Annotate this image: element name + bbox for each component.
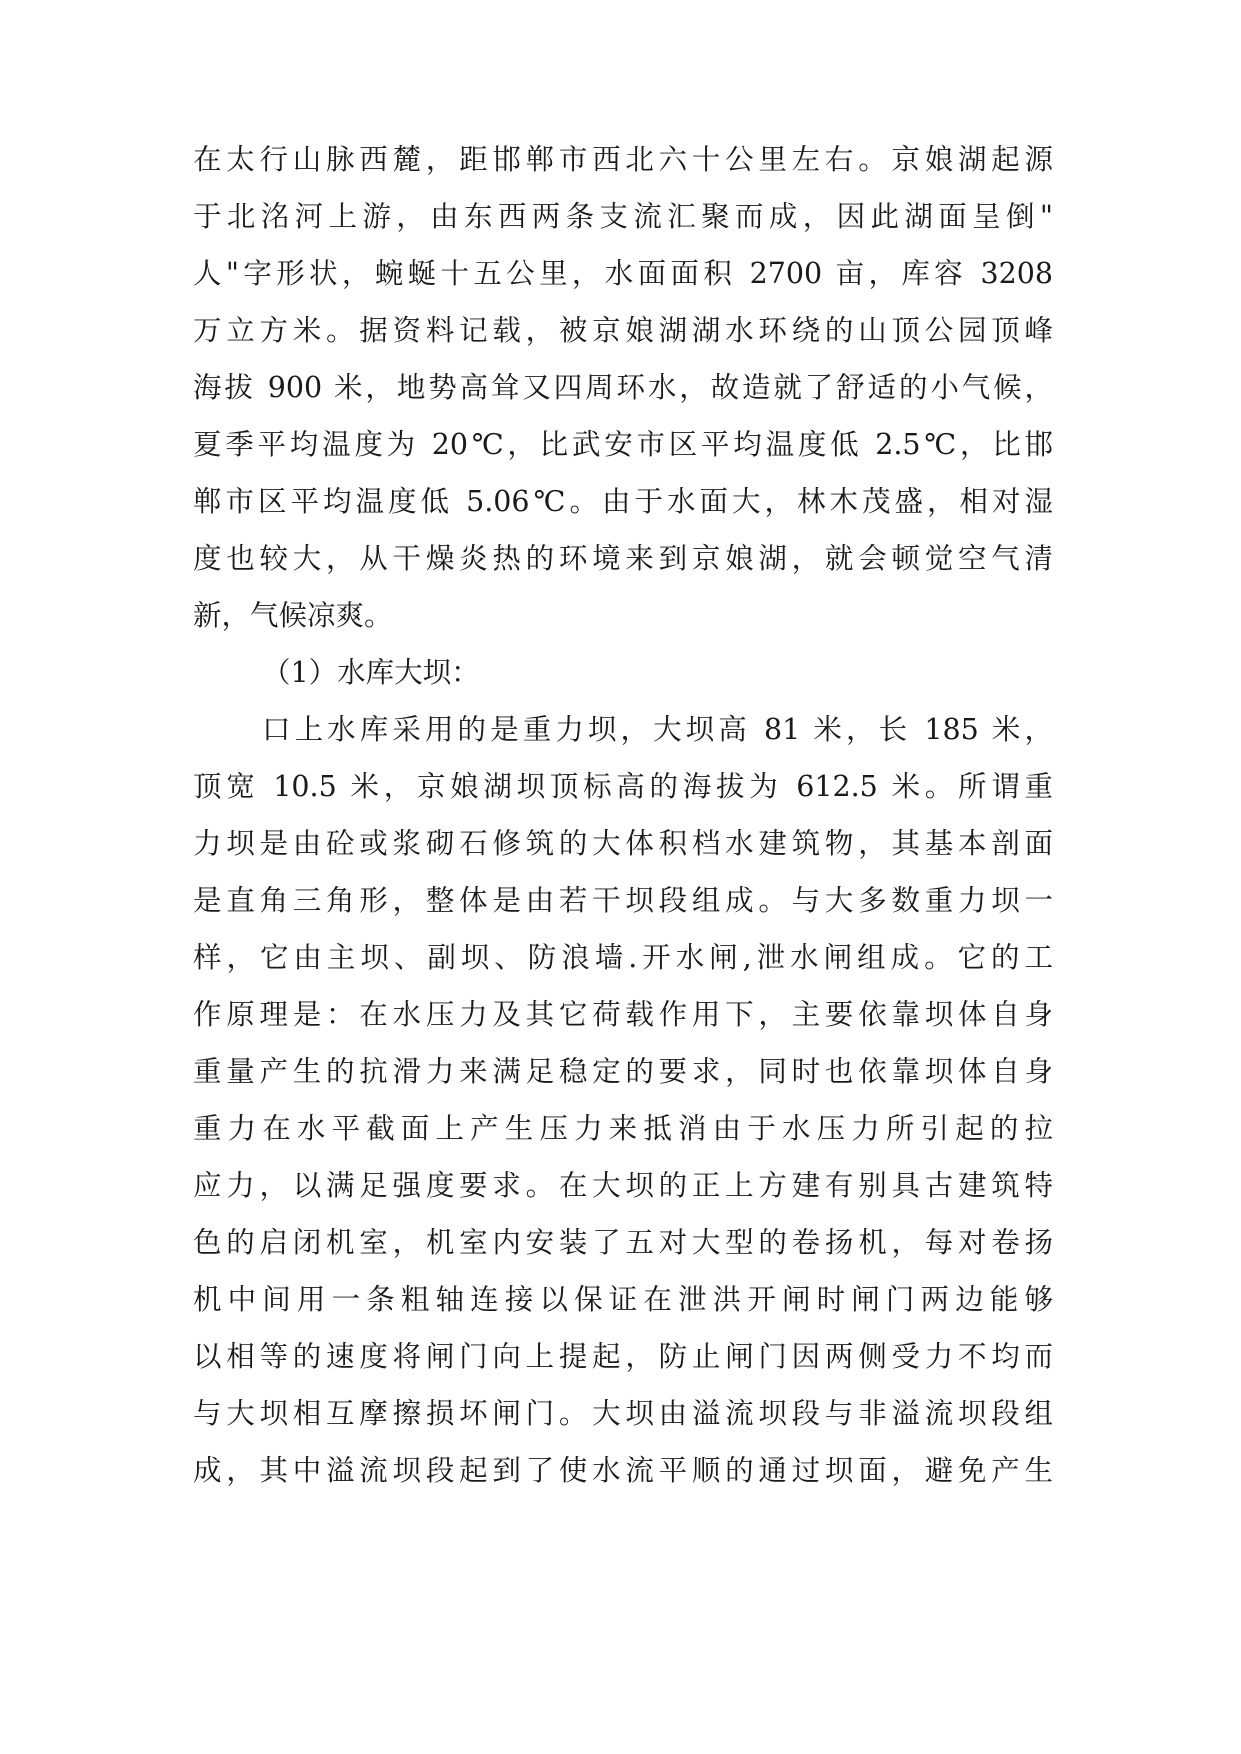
text-line: 力坝是由砼或浆砌石修筑的大体积档水建筑物，其基本剖面 [193,827,1053,860]
text-line: 万立方米。据资料记载，被京娘湖湖水环绕的山顶公园顶峰 [193,314,1053,347]
text-line: 于北洺河上游，由东西两条支流汇聚而成，因此湖面呈倒" [193,200,1053,233]
section-heading: （1）水库大坝： [262,656,480,689]
text-line: 口上水库采用的是重力坝，大坝高 81 米，长 185 米， [262,713,1053,746]
text-line: 是直角三角形，整体是由若干坝段组成。与大多数重力坝一 [193,884,1053,917]
text-line: 重力在水平截面上产生压力来抵消由于水压力所引起的拉 [193,1112,1053,1145]
text-line: 与大坝相互摩擦损坏闸门。大坝由溢流坝段与非溢流坝段组 [193,1397,1053,1430]
text-line: 度也较大，从干燥炎热的环境来到京娘湖，就会顿觉空气清 [193,542,1053,575]
text-line: 样，它由主坝、副坝、防浪墙.开水闸,泄水闸组成。它的工 [193,941,1053,974]
text-line: 郸市区平均温度低 5.06℃。由于水面大，林木茂盛，相对湿 [193,485,1053,518]
text-line: 新，气候凉爽。 [193,599,393,632]
text-line: 成，其中溢流坝段起到了使水流平顺的通过坝面，避免产生 [193,1454,1053,1487]
text-line: 海拔 900 米，地势高耸又四周环水，故造就了舒适的小气候， [193,371,1053,404]
text-line: 机中间用一条粗轴连接以保证在泄洪开闸时闸门两边能够 [193,1283,1053,1316]
text-line: 人"字形状，蜿蜒十五公里，水面面积 2700 亩，库容 3208 [193,257,1053,290]
text-line: 应力，以满足强度要求。在大坝的正上方建有别具古建筑特 [193,1169,1053,1202]
text-line: 夏季平均温度为 20℃，比武安市区平均温度低 2.5℃，比邯 [193,428,1053,461]
text-line: 以相等的速度将闸门向上提起，防止闸门因两侧受力不均而 [193,1340,1053,1373]
text-line: 作原理是：在水压力及其它荷载作用下，主要依靠坝体自身 [193,998,1053,1031]
text-line: 顶宽 10.5 米，京娘湖坝顶标高的海拔为 612.5 米。所谓重 [193,770,1053,803]
text-line: 重量产生的抗滑力来满足稳定的要求，同时也依靠坝体自身 [193,1055,1053,1088]
text-line: 在太行山脉西麓，距邯郸市西北六十公里左右。京娘湖起源 [193,143,1053,176]
text-line: 色的启闭机室，机室内安装了五对大型的卷扬机，每对卷扬 [193,1226,1053,1259]
